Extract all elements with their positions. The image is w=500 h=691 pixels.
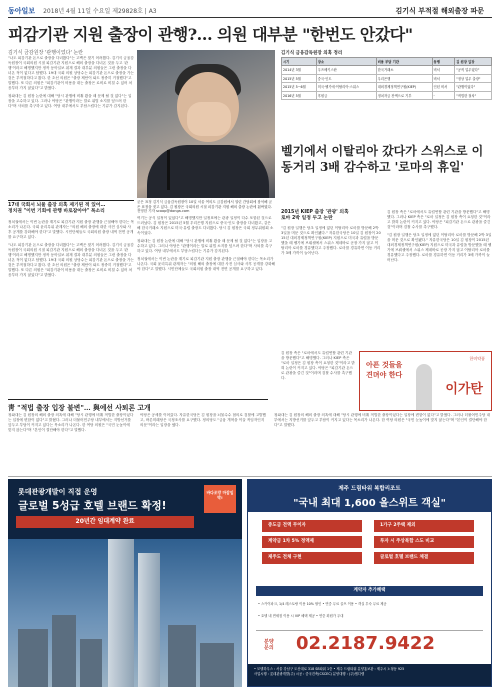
subheadline: 17대 국회서 뇌물 출장 의혹 제기된 적 있어… 정치권 "이번 기회에 관행 바로잡아야" 목소리 [8,203,106,215]
table-cell: 인턴 비서 [432,83,455,92]
article-column-1 [8,56,134,198]
mid-article-column-1 [8,413,134,475]
section-title: 김기식 부적절 해외출장 파문 [395,6,484,15]
table-cell: 2015년 5~6월 [282,83,317,92]
table-cell: 2014년 3월 [282,66,317,75]
table-cell: 미국·벨기에·이탈리아·스위스 [316,83,376,92]
table-cell: "관행이었다" [455,83,492,92]
table-header: 김 원장 입장 [455,58,492,66]
table-header-row [282,58,492,66]
article-paragraph: 김 원장 측은 "로마에서도 유럽연합 관련 기관을 방문했다"고 해명했다. 그러나 KIEP 측은 "로마 일정은 김 원장 측이 요청한 것"이라고 밝혀 논란이 커지고 있다. 야당은 "피감기관 돈으로 관광을 즐긴 것"이라며 검찰 수사를 촉구했다. [387,210,491,229]
table-cell: 한국거래소 [376,66,432,75]
mid-article-column-3 [274,413,492,475]
table-cell: 우리은행 [376,74,432,83]
table-header: 장소 [316,58,376,66]
article-paragraph: "나도 피감기관 돈으로 출장을 다녀왔다"는 고백은 찾기 어려웠다. 김기식 금융감독원장이 국회의원 시절 피감기관 지원으로 해외 출장을 다녀온 것을 두고 '관행'이라고 해명했지만 정작 동아일보 취재 결과 대부분 의원들은 그런 출장을 다녀온 적이 없다고 답했다. 19대 국회 의원 상당수는 피감기관 돈으로 출장을 가는 것은 부적절하다고 봤다. 한 초선 의원은 "출장 제안이 와도 정중히 거절했다"고 말했다. 또 다른 의원은 "피감기관이 비용을 대는 출장은 로비로 비칠 수 있어 처음부터 가지 않았다"고 밝혔다. [8,56,134,90]
subheadline-box [8,200,134,216]
feature-item: 중도금 전액 무이자 [262,520,362,532]
ad-line: 롯데관광개발이 직접 운영 [18,488,98,496]
right-subheadline: 2015년 KIEP 출장 '관광' 의혹 로마 2박 일정 두고 논란 [281,210,349,222]
article-paragraph: "김 원장 일행은 당초 일정에 없던 이탈리아 로마를 방문해 2박 3일을 머문 것으로 확인됐다." 자유한국당은 10일 김 원장이 2015년 대외경제정책연구원(KIEP) 지원으로 미국과 유럽을 방문했을 때 벨기에 브뤼셀에서 스위스 제네바로 곧장 가지 않고 이탈리아 로마를 경유했다고 주장했다. 로마를 경유하면 이동 거리가 3배 가까이 늘어난다. [281,226,381,255]
table-cell: - [432,91,455,100]
ad-footer: • 모델하우스 : 서울 강남구 도산대로 318 SB타워 1층 • 제주 드림타워 분양홍보관 : 제주시 노형동 925 사업시행 : 롯데관광개발(주) 시공 : 중국건축(CSCEC) 분양대행 : (주)엠디랩 [248,664,491,686]
article-paragraph: 정치권에서는 이번 논란을 계기로 피감기관 지원 출장 관행을 근절해야 한다는 목소리가 나온다. 국회 윤리특위 관계자는 "의원 해외 출장에 대한 사전 심사와 사후 공개를 강화해야 한다"고 말했다. 시민단체들도 국회의원 출장 내역 전면 공개를 요구하고 있다. [137,257,275,271]
ad-badge: 바다조망 마감임박! [204,485,236,513]
right-article-column-1 [281,226,381,346]
table-header: 비용 부담 기관 [376,58,432,66]
issue-date: 2018년 4월 11일 수요일 제29828호 | A3 [43,8,157,15]
brand-logo: 한미약품 [469,356,485,361]
ad-banner: 20년간 임대계약 완료 [16,516,194,528]
newspaper-logo: 동아일보 [8,6,36,15]
right-headline: 벨기에서 이탈리아 갔다가 스위스로 이동거리 3배 감수하고 '로마의 휴일' [281,144,484,174]
phone-box [256,630,483,660]
article-column-1b [8,220,134,394]
ad-headline: "국내 최대 1,600 올스위트 객실" [293,498,446,509]
feature-item: 1가구 2주택 제외 [374,520,474,532]
table-cell: 비서 [432,66,455,75]
article-paragraph: 여기는 공식 일정이 있었다"고 해명했지만 일정표에는 관광 일정이 다수 포함된 것으로 드러났다. 김 원장은 2015년 5월 우리은행 지원으로 중국·인도 출장을 다녀왔고, 같은 해 한국거래소 지원으로 미국·유럽 출장도 다녀왔다. 당시 김 원장은 국회 정무위원회 소속이었다. [137,216,274,235]
ad-line: 제주 드림타워 복합리조트 [338,486,401,492]
table-cell: "공적 업무였다" [455,66,492,75]
phone-label: 분양 문의 [264,639,274,651]
table-header: 동행 [432,58,455,66]
table-cell: 정치자금 잔액으로 기부 [376,91,432,100]
ad-header-band [248,480,491,512]
table-header: 시기 [282,58,317,66]
table-cell: 우즈베키스탄 [316,66,376,75]
feature-item: 투자 시 주상복합 스도 비교 [374,536,474,548]
table-row [282,74,492,83]
pharma-ad[interactable] [359,351,492,411]
table-cell: "정상 업무 출장" [455,74,492,83]
article-column-2 [137,216,275,394]
jeju-dreamtower-ad[interactable] [247,479,492,687]
table-cell: 2016년 5월 [282,91,317,100]
table-cell: 비서 [432,74,455,83]
ad-divider [8,476,492,477]
article-paragraph: 청와대는 김 원장 논란에 대해 "당시 관행에 비춰 봤을 때 문제 될 것 없다"는 입장을 고수하고 있다. 그러나 야당은 "관행이라는 말로 위법 소지를 덮으려 한다"며 사퇴를 촉구하고 있다. 여당 내부에서도 부담스럽다는 기류가 감지된다. [137,239,273,253]
benefit-note: • 스카이파크, 1/4 레스토랑 이용 10% 할인 • 연중 무료 골프 이용 • 객실 투숙 무료 제공 [258,602,387,606]
article-paragraph: "나도 피감기관 돈으로 출장을 다녀왔다"는 고백은 찾기 어려웠다. 김기식 금융감독원장이 국회의원 시절 피감기관 지원으로 해외 출장을 다녀온 것을 두고 '관행'이라고 해명했지만 정작 동아일보 취재 결과 대부분 의원들은 그런 출장을 다녀온 적이 없다고 답했다. 19대 국회 의원 상당수는 피감기관 돈으로 출장을 가는 것은 부적절하다고 봤다. 한 초선 의원은 "출장 제안이 와도 정중히 거절했다"고 말했다. 또 다른 의원은 "피감기관이 비용을 대는 출장은 로비로 비칠 수 있어 처음부터 가지 않았다"고 밝혔다. [8,243,134,277]
product-name: 이가탄 [445,382,483,397]
article-paragraph: 청와대는 김 원장 논란에 대해 "당시 관행에 비춰 봤을 때 문제 될 것 없다"는 입장을 고수하고 있다. 그러나 야당은 "관행이라는 말로 위법 소지를 덮으려 한다"며 사퇴를 촉구하고 있다. 여당 내부에서도 부담스럽다는 기류가 감지된다. [8,94,132,108]
table-cell: 2015년 5월 [282,74,317,83]
ad-line: 아픈 것들을 [366,361,403,369]
allegation-table [281,57,492,100]
mid-article-column-2 [140,413,268,475]
article-byline: 김기식 금감원장 '관행이었다' 논란 [8,50,84,56]
right-article-column-2 [387,210,492,346]
table-cell: 후원금 [316,91,376,100]
table-row [282,66,492,75]
lotte-hotel-ad[interactable] [8,479,242,687]
table-cell: 대외경제정책연구원(KIEP) [376,83,432,92]
article-paragraph: 청와대는 김 원장의 해외 출장 의혹에 대해 "당시 관행에 비춰 적법한 출장이었다는 입장에 변함이 없다"고 밝혔다. 그러나 더불어민주당 내부에서는 지방선거를 앞두고 부담이 커지고 있다는 목소리가 나온다. 한 여당 의원은 "국민 눈높이에 맞지 않는다"며 "본인이 결단해야 한다"고 말했다. [274,413,490,427]
article-paragraph: 김 원장 측은 "로마에서도 유럽연합 관련 기관을 방문했다"고 해명했다. 그러나 KIEP 측은 "로마 일정은 김 원장 측이 요청한 것"이라고 밝혀 논란이 커지고 있다. 야당은 "피감기관 돈으로 관광을 즐긴 것"이라며 검찰 수사를 촉구했다. [281,351,355,380]
article-paragraph: 정치권에서는 이번 논란을 계기로 피감기관 지원 출장 관행을 근절해야 한다는 목소리가 나온다. 국회 윤리특위 관계자는 "의원 해외 출장에 대한 사전 심사와 사후 공개를 강화해야 한다"고 말했다. 시민단체들도 국회의원 출장 내역 전면 공개를 요구하고 있다. [8,220,134,239]
city-illustration [8,539,242,687]
phone-number[interactable]: 02.2187.9422 [296,633,435,654]
mid-headline: 靑 "적법 출장 입장 불변"… 與에선 사퇴론 고개 [8,399,268,412]
table-row [282,83,492,92]
article-paragraph: 청와대는 김 원장의 해외 출장 의혹에 대해 "당시 관행에 비춰 적법한 출장이었다는 입장에 변함이 없다"고 밝혔다. 그러나 더불어민주당 내부에서는 지방선거를 앞두고 부담이 커지고 있다는 목소리가 나온다. 한 여당 의원은 "국민 눈높이에 맞지 않는다"며 "본인이 결단해야 한다"고 말했다. [8,413,134,432]
feature-item: 제주도 전체 구현 [262,552,362,564]
news-photo [137,50,275,198]
table-cell: 중국·인도 [316,74,376,83]
article-paragraph: 야당은 공세를 이어갔다. 자유한국당은 김 원장을 뇌물수수 혐의로 검찰에 고발했고, 바른미래당은 국정조사를 요구했다. 정의당도 "금융 개혁을 이끌 적임자인지 의문"이라는 입장을 냈다. [140,413,266,427]
table-cell: "적법한 절차" [455,91,492,100]
ad-line: 견뎌야 한다 [366,371,403,379]
table-row [282,91,492,100]
benefit-section-title: 계약자 추가혜택 [256,586,483,596]
right-article-column-3 [281,351,355,411]
feature-item: 계약금 1차 5% 정액제 [262,536,362,548]
table-title: 김기식 금융감독원장 의혹 정리 [281,51,343,56]
page-header [8,4,492,18]
article-paragraph: "김 원장 일행은 당초 일정에 없던 이탈리아 로마를 방문해 2박 3일을 머문 것으로 확인됐다." 자유한국당은 10일 김 원장이 2015년 대외경제정책연구원(KIEP) 지원으로 미국과 유럽을 방문했을 때 벨기에 브뤼셀에서 스위스 제네바로 곧장 가지 않고 이탈리아 로마를 경유했다고 주장했다. 로마를 경유하면 이동 거리가 3배 가까이 늘어난다. [387,233,492,262]
benefit-note: • 호텔 내 면세점 이용 시 VIP 혜택 제공 • 연중 회원가 우대 [258,614,344,618]
main-headline: 피감기관 지원 출장이 관행?… 의원 대부분 "한번도 안갔다" [8,25,413,44]
model-portrait [416,364,432,410]
photo-caption: 굳은 표정 김기식 금융감독원장이 10일 서울 여의도 금감원에서 열린 간담회에 참석해 굳은 표정을 짓고 있다. 김 원장은 국회의원 시절 피감기관 지원 해외 출장 논란에 휩싸였다. 전영한 기자 scoop@donga.com [137,200,273,214]
feature-item: 글로벌 호텔 브랜드 체결 [374,552,474,564]
ad-headline: 글로벌 5성급 호텔 브랜드 확정! [18,500,167,512]
